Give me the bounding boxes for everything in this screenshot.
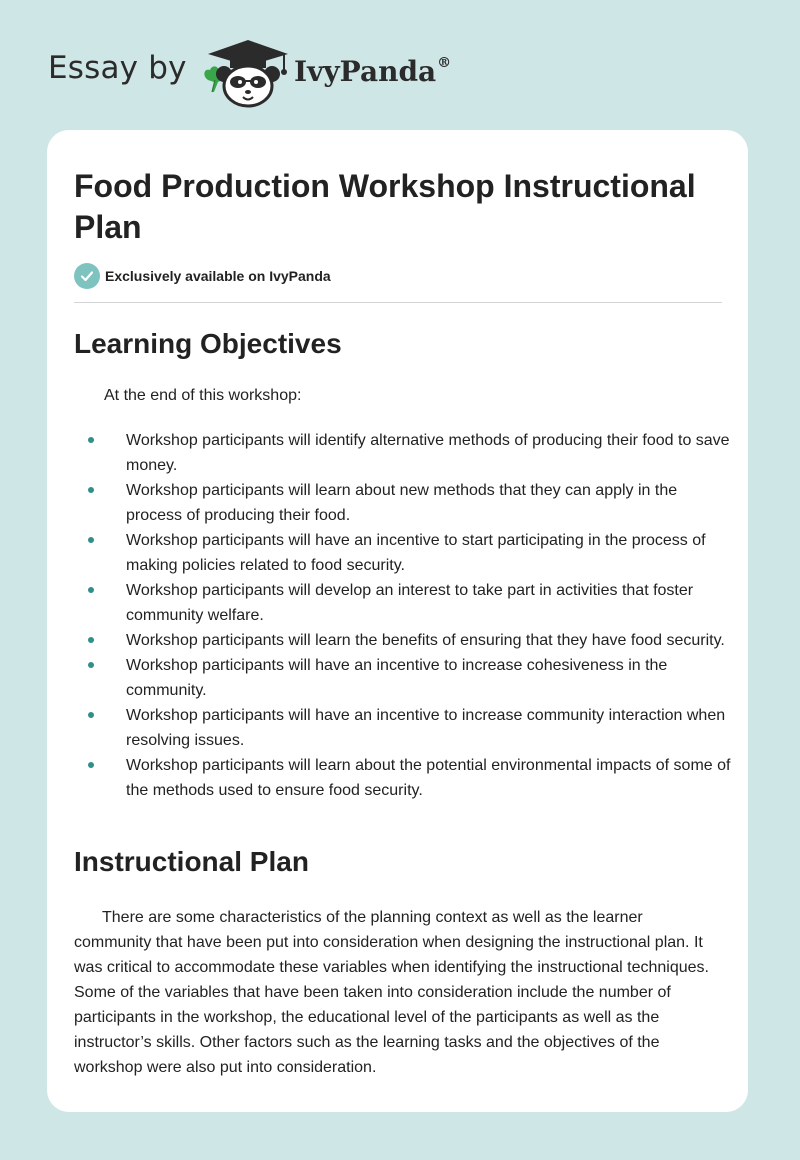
bullet-dot-icon — [88, 587, 94, 593]
site-header — [0, 0, 800, 130]
list-item: Workshop participants will have an incentive to increase cohesiveness in the community. — [74, 653, 734, 703]
bullet-dot-icon — [88, 537, 94, 543]
brand-name: IvyPanda® — [294, 55, 452, 88]
list-item: Workshop participants will develop an interest to take part in activities that foster community welfare. — [74, 578, 734, 628]
list-item: Workshop participants will identify alternative methods of producing their food to save money. — [74, 428, 734, 478]
list-item: Workshop participants will have an incentive to increase community interaction when resolving issues. — [74, 703, 734, 753]
objectives-intro: At the end of this workshop: — [104, 387, 302, 404]
list-item: Workshop participants will learn about the potential environmental impacts of some of the methods used to ensure food security. — [74, 753, 734, 803]
panda-graduate-icon — [200, 36, 296, 108]
bullet-dot-icon — [88, 637, 94, 643]
bullet-dot-icon — [88, 762, 94, 768]
badge-label: Exclusively available on IvyPanda — [105, 268, 331, 284]
page-title: Food Production Workshop Instructional Plan — [74, 168, 696, 245]
bullet-dot-icon — [88, 437, 94, 443]
section-heading-objectives: Learning Objectives — [74, 328, 342, 359]
list-item: Workshop participants will have an incentive to start participating in the process of making policies related to food security. — [74, 528, 734, 578]
essay-by-label: Essay by — [48, 50, 187, 86]
list-item: Workshop participants will learn about new methods that they can apply in the process of producing their food. — [74, 478, 734, 528]
bullet-dot-icon — [88, 662, 94, 668]
exclusive-badge — [74, 263, 331, 289]
bullet-dot-icon — [88, 712, 94, 718]
check-circle-icon — [74, 263, 100, 289]
bullet-dot-icon — [88, 487, 94, 493]
article-card — [47, 130, 748, 1112]
divider — [74, 302, 722, 303]
section-heading-plan: Instructional Plan — [74, 846, 309, 877]
objectives-list — [74, 428, 734, 803]
plan-paragraph: There are some characteristics of the planning context as well as the learner community that have been put into consideration when designing the instructional plan. It was critical to accommodate these variables when identifying the instructional techniques. Some of the variables that have been taken into consideration include the number of participants in the workshop, the educational level of the participants as well as the instructor’s skills. Other factors such as the learning tasks and the objectives of the workshop were also put into consideration. — [74, 909, 709, 1076]
list-item: Workshop participants will learn the benefits of ensuring that they have food security. — [74, 628, 734, 653]
